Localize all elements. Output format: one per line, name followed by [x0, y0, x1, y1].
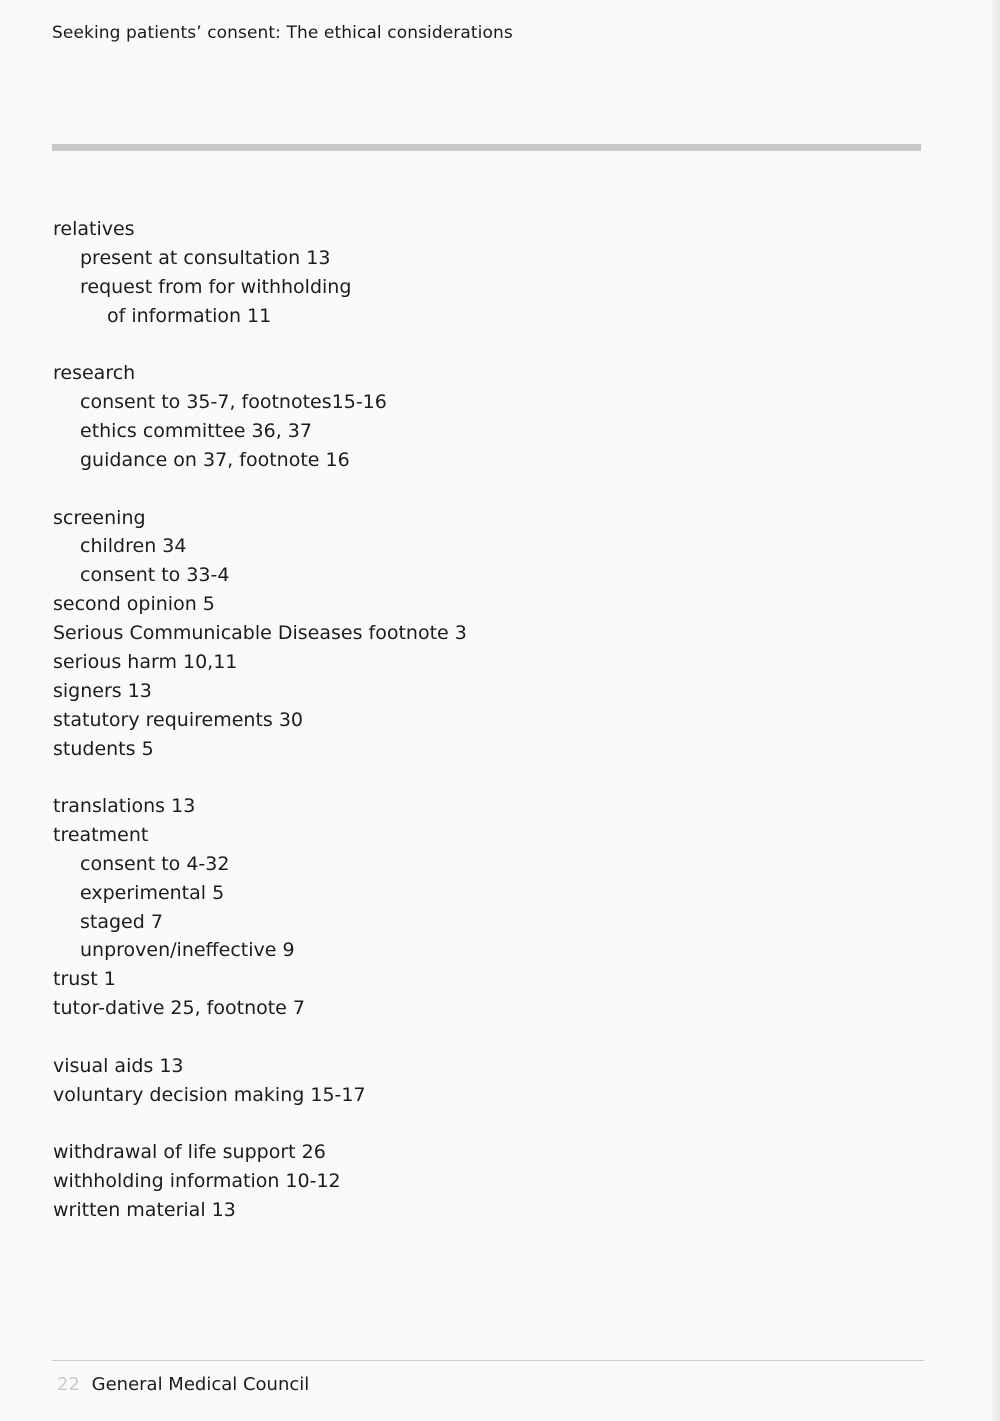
index-entry: withholding information 10-12 — [53, 1170, 341, 1192]
index-entry: written material 13 — [53, 1199, 236, 1221]
index-subentry: consent to 35-7, footnotes15-16 — [80, 391, 387, 413]
index-entry: Serious Communicable Diseases footnote 3 — [53, 622, 467, 644]
index-entry: tutor-dative 25, footnote 7 — [53, 997, 306, 1019]
index-entry: students 5 — [53, 738, 154, 760]
index-entry: signers 13 — [53, 680, 152, 702]
page-footer — [57, 1374, 309, 1395]
index-subentry: ethics committee 36, 37 — [80, 420, 312, 442]
index-entry-heading: research — [53, 362, 136, 384]
index-entry: translations 13 — [53, 795, 196, 817]
publisher-name: General Medical Council — [91, 1374, 310, 1395]
index-entry: trust 1 — [53, 968, 116, 990]
page-edge-shadow — [992, 0, 1000, 1421]
footer-rule — [52, 1360, 924, 1361]
running-header-title: Seeking patients’ consent: The ethical considerations — [52, 23, 513, 43]
index-entry: serious harm 10,11 — [53, 651, 238, 673]
index-subentry: unproven/ineffective 9 — [80, 939, 295, 961]
header-rule — [52, 144, 921, 151]
index-entry-heading: treatment — [53, 824, 149, 846]
page-number: 22 — [57, 1374, 80, 1395]
index-subentry: experimental 5 — [80, 882, 225, 904]
index-entry: voluntary decision making 15-17 — [53, 1084, 366, 1106]
index-subentry-continuation: of information 11 — [107, 305, 272, 327]
index-subentry: request from for withholding — [80, 276, 352, 298]
index-subentry: present at consultation 13 — [80, 247, 331, 269]
index-entry-heading: relatives — [53, 218, 135, 240]
index-subentry: consent to 33-4 — [80, 564, 230, 586]
index-entry: statutory requirements 30 — [53, 709, 304, 731]
index-subentry: staged 7 — [80, 911, 163, 933]
index-entry-heading: screening — [53, 507, 146, 529]
index-entry: withdrawal of life support 26 — [53, 1141, 326, 1163]
index-entry: second opinion 5 — [53, 593, 215, 615]
index-entry: visual aids 13 — [53, 1055, 184, 1077]
index-subentry: consent to 4-32 — [80, 853, 230, 875]
index-subentry: guidance on 37, footnote 16 — [80, 449, 350, 471]
index-subentry: children 34 — [80, 535, 187, 557]
